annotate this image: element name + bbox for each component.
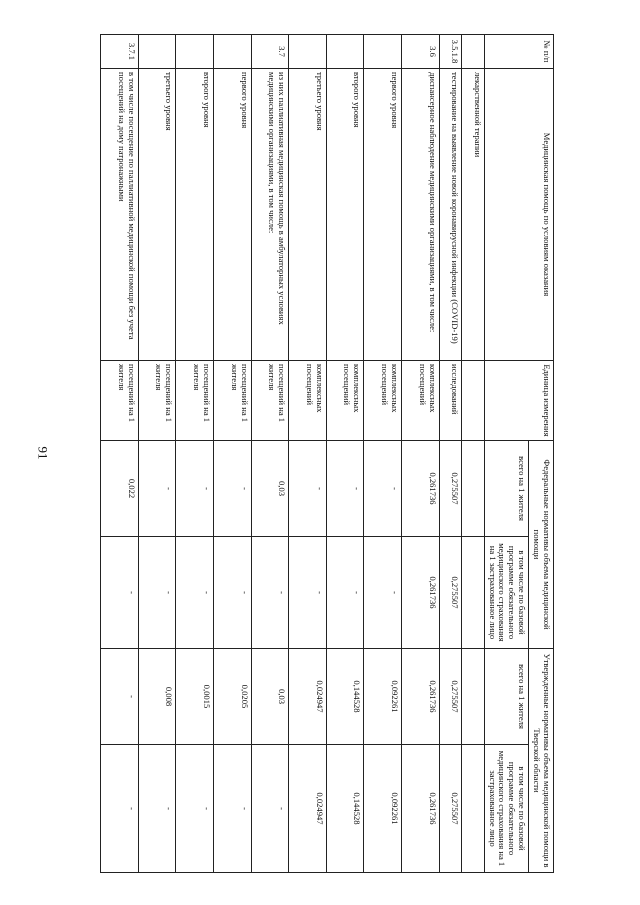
- table-cell-r-oms: -: [251, 745, 289, 873]
- table-cell-r-oms: -: [138, 745, 176, 873]
- table-cell-name: из них паллиативная медицинская помощь в амбулаторных условиях медицинскими организациями, в том числе:: [251, 69, 289, 361]
- table-cell-unit: комплексных посещений: [401, 361, 439, 441]
- header-num: № п/п: [484, 35, 553, 69]
- table-cell-r-oms: -: [176, 745, 214, 873]
- table-row: [364, 35, 402, 873]
- table-cell-name: третьего уровня: [289, 69, 327, 361]
- table-cell-name: первого уровня: [364, 69, 402, 361]
- table-cell-r-total: 0,275507: [439, 649, 462, 745]
- table-row: [138, 35, 176, 873]
- header-name: Медицинская помощь по условиям оказания: [484, 69, 553, 361]
- table-row: [439, 35, 462, 873]
- table-row: [401, 35, 439, 873]
- table-cell-name: третьего уровня: [138, 69, 176, 361]
- table-row: [101, 35, 139, 873]
- table-cell-f-oms: -: [364, 537, 402, 649]
- page-number: 91: [35, 446, 51, 460]
- table-cell-unit: комплексных посещений: [326, 361, 364, 441]
- table-cell-f-oms: -: [289, 537, 327, 649]
- table-cell-unit: посещений на 1 жителя: [176, 361, 214, 441]
- table-cell-num: [326, 35, 364, 69]
- table-rotation-wrapper: [100, 34, 554, 872]
- table-cell-name: лекарственной терапии: [462, 69, 485, 361]
- table-cell-f-total: -: [138, 441, 176, 537]
- header-row-1: [529, 35, 554, 873]
- table-row: [462, 35, 485, 873]
- table-row: [213, 35, 251, 873]
- table-cell-num: 3.5.1.8: [439, 35, 462, 69]
- table-cell-num: [289, 35, 327, 69]
- table-cell-r-total: 0,144528: [326, 649, 364, 745]
- table-cell-unit: посещений на 1 жителя: [251, 361, 289, 441]
- table-cell-name: тестирование на выявление новой коронавирусной инфекции (COVID-19): [439, 69, 462, 361]
- table-cell-r-total: 0,03: [251, 649, 289, 745]
- table-cell-num: [176, 35, 214, 69]
- table-cell-f-oms: -: [176, 537, 214, 649]
- table-cell-num: 3.7.1: [101, 35, 139, 69]
- table-cell-f-total: -: [326, 441, 364, 537]
- table-cell-r-oms: 0,261736: [401, 745, 439, 873]
- table-cell-r-total: 0,024947: [289, 649, 327, 745]
- table-cell-num: 3.6: [401, 35, 439, 69]
- header-unit: Единица измерения: [484, 361, 553, 441]
- rotated-table-sheet: [100, 34, 554, 872]
- table-cell-f-total: 0,261736: [401, 441, 439, 537]
- table-cell-unit: исследований: [439, 361, 462, 441]
- header-regional-total: всего на 1 жителя: [484, 649, 529, 745]
- table-cell-r-total: 0,0205: [213, 649, 251, 745]
- table-cell-f-total: 0,03: [251, 441, 289, 537]
- table-row: [251, 35, 289, 873]
- table-cell-unit: посещений на 1 жителя: [101, 361, 139, 441]
- table-row: [326, 35, 364, 873]
- table-row: [289, 35, 327, 873]
- table-cell-num: 3.7: [251, 35, 289, 69]
- table-cell-f-oms: [462, 537, 485, 649]
- table-cell-num: [462, 35, 485, 69]
- table-cell-f-total: -: [289, 441, 327, 537]
- table-row: [176, 35, 214, 873]
- table-cell-f-oms: -: [138, 537, 176, 649]
- table-cell-r-oms: 0,092261: [364, 745, 402, 873]
- table-cell-name: второго уровня: [326, 69, 364, 361]
- table-cell-f-oms: -: [326, 537, 364, 649]
- table-cell-r-oms: -: [101, 745, 139, 873]
- table-cell-f-oms: -: [251, 537, 289, 649]
- header-federal-total: всего на 1 жителя: [484, 441, 529, 537]
- table-cell-f-total: 0,275507: [439, 441, 462, 537]
- table-body: [101, 35, 485, 873]
- table-cell-r-total: 0,092261: [364, 649, 402, 745]
- table-cell-name: в том числе посещение по паллиативной медицинской помощи без учета посещений на дому патронажными: [101, 69, 139, 361]
- table-cell-num: [364, 35, 402, 69]
- table-cell-unit: комплексных посещений: [289, 361, 327, 441]
- norms-table: [100, 34, 554, 873]
- table-cell-f-total: -: [364, 441, 402, 537]
- table-cell-f-total: 0,022: [101, 441, 139, 537]
- table-cell-r-total: 0,261736: [401, 649, 439, 745]
- table-cell-r-oms: 0,024947: [289, 745, 327, 873]
- table-cell-unit: [462, 361, 485, 441]
- table-cell-unit: посещений на 1 жителя: [213, 361, 251, 441]
- header-federal-oms: в том числе по базовой программе обязательного медицинского страхования на 1 застрахованное лицо: [484, 537, 529, 649]
- table-cell-r-total: 0,0015: [176, 649, 214, 745]
- table-cell-name: второго уровня: [176, 69, 214, 361]
- table-cell-r-oms: 0,275507: [439, 745, 462, 873]
- table-cell-f-oms: 0,261736: [401, 537, 439, 649]
- table-cell-r-total: [462, 649, 485, 745]
- table-cell-r-total: 0,008: [138, 649, 176, 745]
- table-cell-f-total: -: [213, 441, 251, 537]
- table-cell-f-oms: -: [101, 537, 139, 649]
- header-regional: Утвержденные нормативы объема медицинской помощи в Тверской области: [529, 649, 554, 873]
- table-cell-r-oms: [462, 745, 485, 873]
- table-cell-f-total: -: [176, 441, 214, 537]
- header-federal: Федеральные нормативы объема медицинской помощи: [529, 441, 554, 649]
- table-cell-name: диспансерное наблюдение медицинскими организациями, в том числе:: [401, 69, 439, 361]
- header-regional-oms: в том числе по базовой программе обязательного медицинского страхования на 1 застрахованное лицо: [484, 745, 529, 873]
- table-cell-num: [138, 35, 176, 69]
- table-cell-r-oms: 0,144528: [326, 745, 364, 873]
- table-cell-f-oms: -: [213, 537, 251, 649]
- table-cell-r-oms: -: [213, 745, 251, 873]
- table-cell-r-total: -: [101, 649, 139, 745]
- table-cell-name: первого уровня: [213, 69, 251, 361]
- table-cell-f-oms: 0,275507: [439, 537, 462, 649]
- table-cell-unit: посещений на 1 жителя: [138, 361, 176, 441]
- table-cell-f-total: [462, 441, 485, 537]
- table-cell-unit: комплексных посещений: [364, 361, 402, 441]
- table-cell-num: [213, 35, 251, 69]
